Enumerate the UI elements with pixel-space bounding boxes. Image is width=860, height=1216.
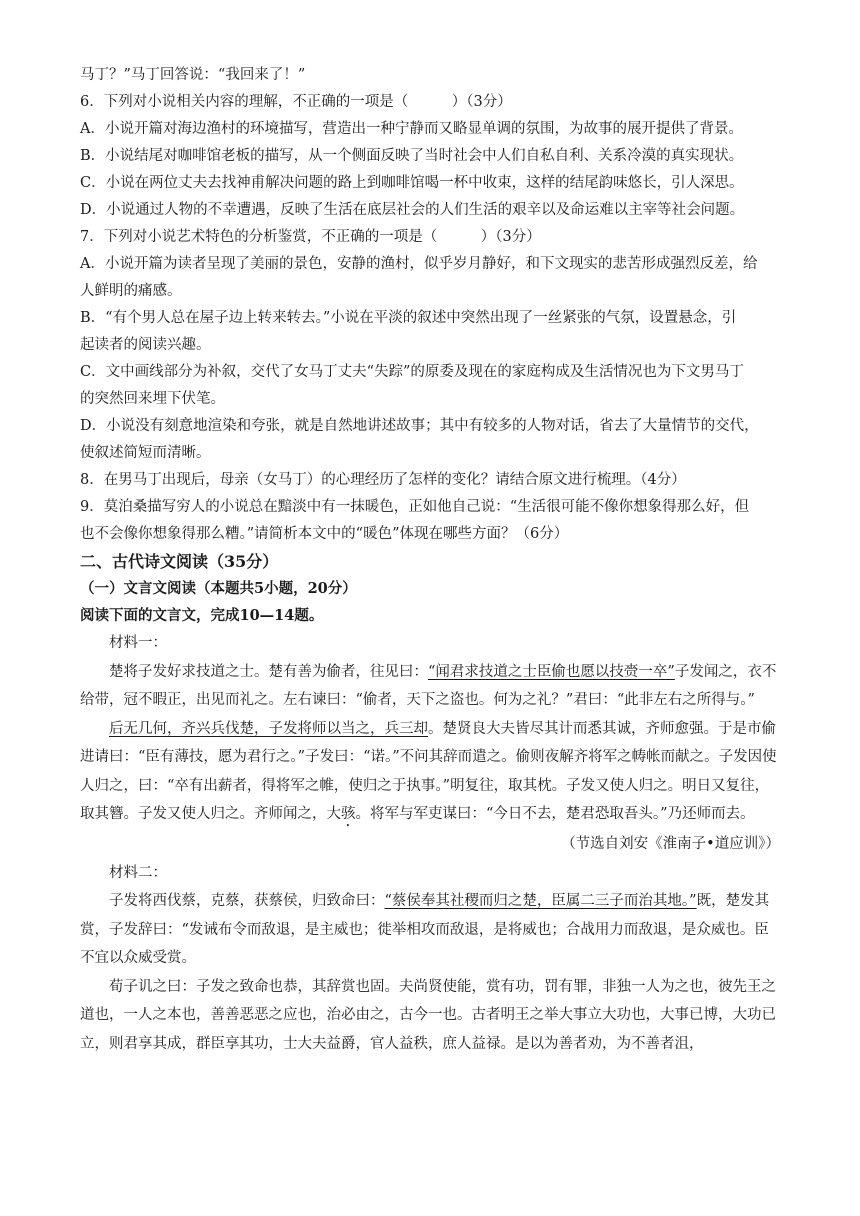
material-2-label: 材料二： (109, 864, 167, 881)
reading-instruction: 阅读下面的文言文，完成10—14题。 (80, 607, 324, 624)
option-6d: D．小说通过人物的不幸遭遇，反映了生活在底层社会的人们生活的艰辛以及命运难以主宰等社会问题。 (80, 202, 745, 218)
option-6a: A．小说开篇对海边渔村的环境描写，营造出一种宁静而又略显单调的氛围，为故事的展开提供了背景。 (80, 121, 743, 137)
option-7d-line2: 使叙述简短而清晰。 (80, 445, 211, 461)
question-6: 6．下列对小说相关内容的理解，不正确的一项是（ ）（3分） (80, 94, 512, 110)
material-1-label: 材料一： (109, 635, 167, 651)
text: 子发闻之，衣不给带，冠不暇正，出见而礼之。左右谏曰：“偷者，天下之盗也。何为之礼？”君曰：“此非左右之所得与。” (80, 663, 777, 708)
option-6b: B．小说结尾对咖啡馆老板的描写，从一个侧面反映了当时社会中人们自私自利、关系冷漠的真实现状。 (80, 148, 744, 164)
option-7b-line2: 起读者的阅读兴趣。 (80, 337, 211, 353)
option-7b-line1: B．“有个男人总在屋子边上转来转去。”小说在平淡的叙述中突然出现了一丝紧张的气氛，设置悬念，引 (80, 310, 737, 326)
option-7d-line1: D．小说没有刻意地渲染和夸张，就是自然地讲述故事；其中有较多的人物对话，省去了大量情节的交代， (80, 418, 759, 434)
underlined-sentence: “蔡侯奉其社稷而归之楚，臣属二三子而治其地。” (384, 893, 697, 909)
material-1-source: （节选自刘安《淮南子•道应训》） (561, 836, 780, 852)
question-7: 7．下列对小说艺术特色的分析鉴赏，不正确的一项是（ ）（3分） (80, 229, 541, 245)
material-2-paragraph-1 (80, 887, 780, 973)
document-page (80, 62, 780, 1058)
material-2-paragraph-2: 荀子讥之曰：子发之致命也恭，其辞赏也固。夫尚贤使能，赏有功，罚有罪，非独一人为之也，彼先王之道也，一人之本也，善善恶恶之应也，治必由之，古今一也。古者明王之举大事立大功也，大事已博，大功已立，则君享其成，群臣享其功，士大夫益爵，官人益秩，庶人益禄。是以为善者劝，为不善者沮， (80, 978, 776, 1052)
option-7c-line1: C．文中画线部分为补叙，交代了女马丁丈夫“失踪”的原委及现在的家庭构成及生活情况也为下文男马丁 (80, 364, 744, 380)
section-title: 二、古代诗文阅读（35分） (80, 552, 279, 571)
underlined-sentence: “闻君求技道之士臣偷也愿以技赍一卒” (428, 663, 675, 680)
text-line: 马丁？”马丁回答说：“我回来了！” (80, 67, 306, 83)
text: 楚将子发好求技道之士。楚有善为偷者，往见曰： (109, 663, 428, 680)
question-8: 8．在男马丁出现后，母亲（女马丁）的心理经历了怎样的变化？请结合原文进行梳理。（4分） (80, 472, 686, 488)
material-1-paragraph-1 (80, 658, 780, 715)
subsection-title: （一）文言文阅读（本题共5小题，20分） (80, 580, 357, 597)
question-9-line1: 9．莫泊桑描写穷人的小说总在黯淡中有一抹暖色，正如他自己说：“生活很可能不像你想象得那么好，但 (80, 499, 750, 515)
text: 既，楚发其赏，子发辞曰：“发诫布令而敌退，是主威也；徙举相攻而敌退，是将威也；合战用力而敌退，是众威也。臣不宜以众威受赏。 (80, 893, 770, 966)
question-9-line2: 也不会像你想象得那么糟。”请简析本文中的“暖色”体现在哪些方面？（6分） (80, 526, 569, 542)
option-6c: C．小说在两位丈夫去找神甫解决问题的路上到咖啡馆喝一杯中收束，这样的结尾韵味悠长，引人深思。 (80, 175, 744, 191)
option-7a-line2: 人鲜明的痛感。 (80, 283, 182, 299)
option-7c-line2: 的突然回来埋下伏笔。 (80, 391, 225, 407)
underlined-sentence: 后无几何，齐兴兵伐楚，子发将师以当之，兵三却 (109, 720, 428, 737)
text: 。将军与军吏谋曰：“今日不去，楚君恐取吾头。”乃还师而去。 (355, 806, 755, 822)
text: 。楚贤良大夫皆尽其计而悉其诚，齐师愈强。于是市偷进请曰：“臣有薄技，愿为君行之。”子发曰：“诺。”不问其辞而遣之。偷则夜解齐将军之帱帐而献之。子发因使人归之，曰：“卒有出薪者，得将军之帷，使归之于执事。”明复往，取其枕。子发又使人归之。明日又复往，取其簪。子发又使人归之。齐师闻之，大 (80, 720, 777, 822)
text: 子发将西伐蔡，克蔡，获蔡侯，归致命曰： (109, 893, 385, 909)
option-7a-line1: A．小说开篇为读者呈现了美丽的景色，安静的渔村，似乎岁月静好，和下文现实的悲苦形成强烈反差，给 (80, 256, 758, 272)
material-1-paragraph-2 (80, 715, 780, 831)
dotted-character: 骇 (341, 806, 356, 822)
